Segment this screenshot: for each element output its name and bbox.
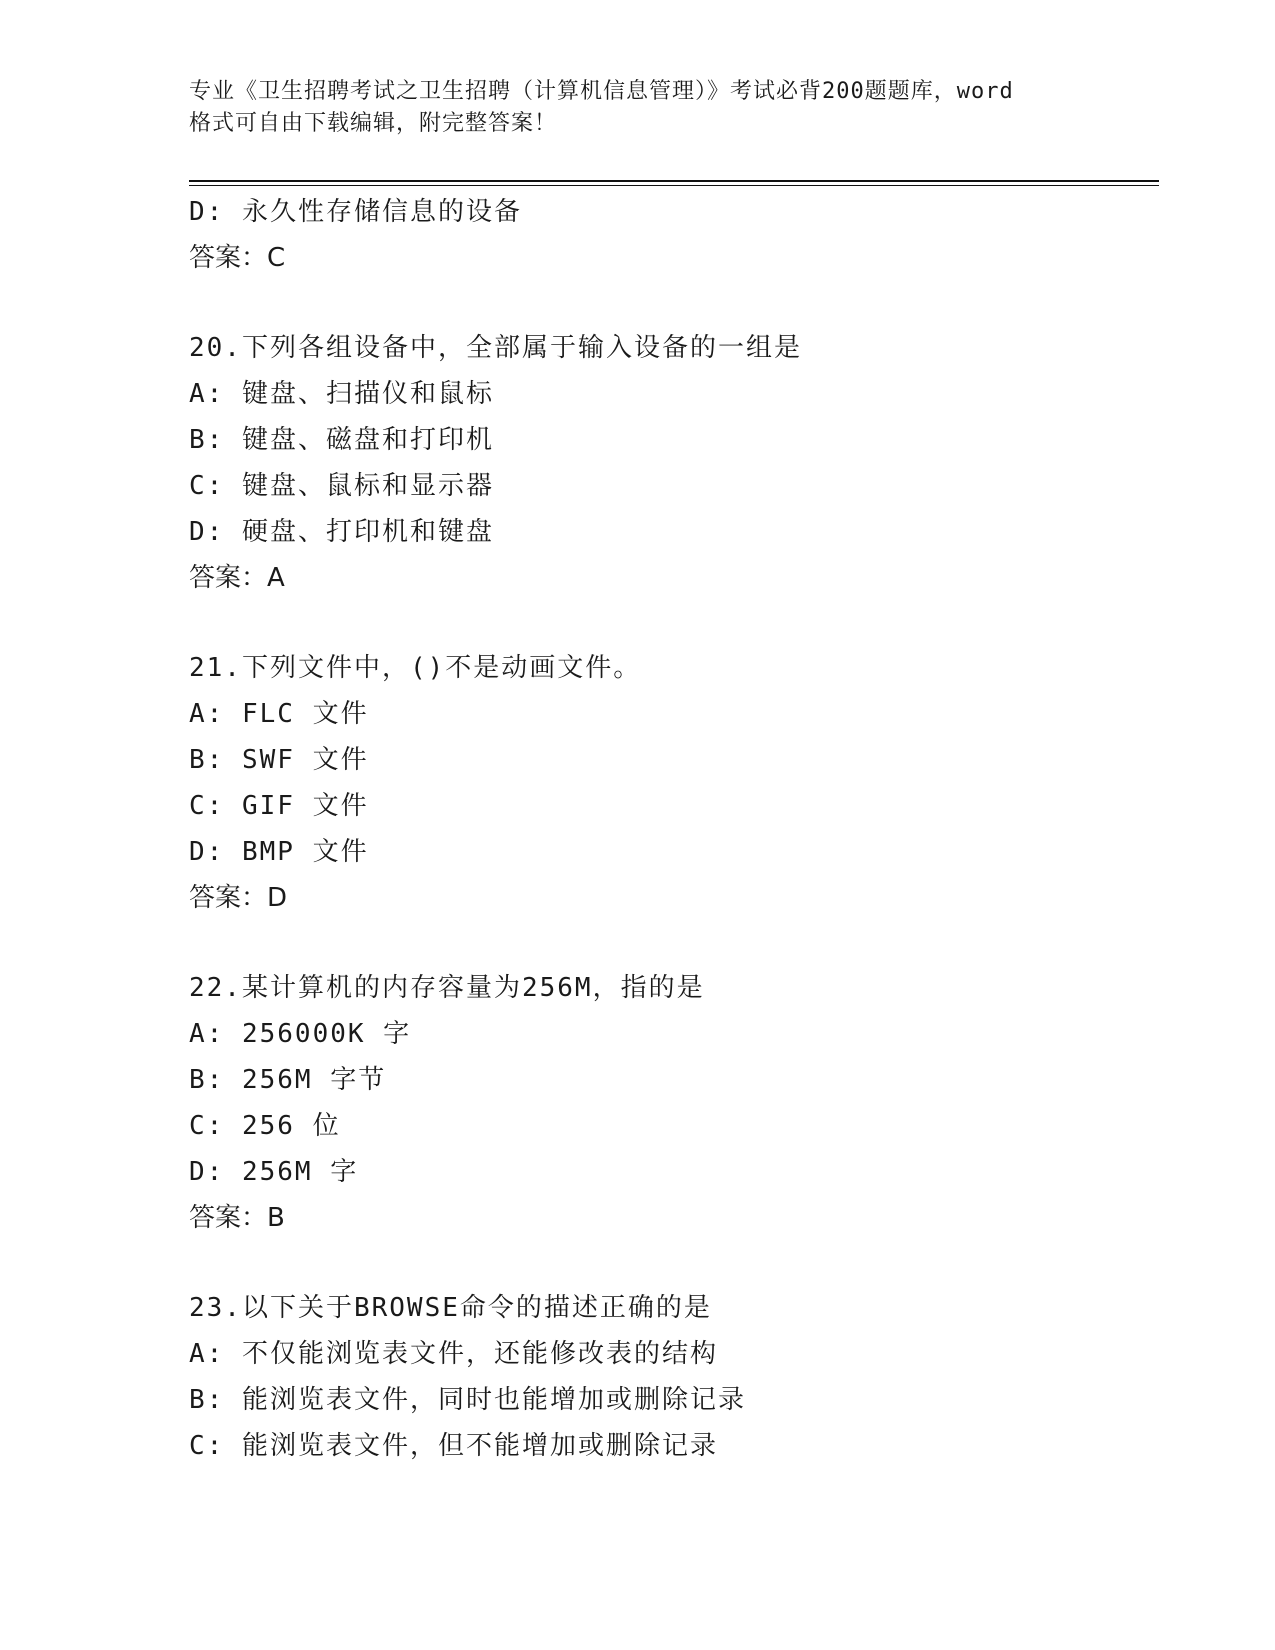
answer: 答案：D (189, 883, 288, 913)
question-stem: 23.以下关于BROWSE命令的描述正确的是 (189, 1293, 712, 1323)
answer: 答案：A (189, 563, 285, 593)
question-20 (189, 325, 1149, 601)
option-b: B: 256M 字节 (189, 1065, 387, 1095)
option-d: D: 256M 字 (189, 1157, 359, 1187)
prev-option-d: D: 永久性存储信息的设备 (189, 197, 522, 227)
option-c: C: 256 位 (189, 1111, 341, 1141)
question-stem: 21.下列文件中，()不是动画文件。 (189, 653, 642, 683)
header-title-line-1: 专业《卫生招聘考试之卫生招聘（计算机信息管理）》考试必背200题题库，word (189, 79, 1014, 104)
header-divider-thick (189, 180, 1159, 182)
option-c: C: 键盘、鼠标和显示器 (189, 471, 494, 501)
option-a: A: 256000K 字 (189, 1019, 412, 1049)
option-a: A: 键盘、扫描仪和鼠标 (189, 379, 494, 409)
option-b: B: SWF 文件 (189, 745, 369, 775)
question-stem: 20.下列各组设备中，全部属于输入设备的一组是 (189, 333, 802, 363)
option-a: A: 不仅能浏览表文件，还能修改表的结构 (189, 1339, 718, 1369)
option-c: C: 能浏览表文件，但不能增加或删除记录 (189, 1431, 718, 1461)
question-22 (189, 965, 1149, 1241)
question-23 (189, 1285, 1149, 1469)
question-list (189, 189, 1149, 1469)
option-b: B: 键盘、磁盘和打印机 (189, 425, 494, 455)
option-b: B: 能浏览表文件，同时也能增加或删除记录 (189, 1385, 746, 1415)
header-divider-thin (189, 185, 1159, 186)
option-d: D: 硬盘、打印机和键盘 (189, 517, 494, 547)
option-d: D: BMP 文件 (189, 837, 369, 867)
document-header (189, 76, 1109, 140)
answer: 答案：B (189, 1203, 285, 1233)
question-stem: 22.某计算机的内存容量为256M，指的是 (189, 973, 705, 1003)
option-a: A: FLC 文件 (189, 699, 369, 729)
prev-answer: 答案：C (189, 243, 286, 273)
option-c: C: GIF 文件 (189, 791, 369, 821)
header-title-line-2: 格式可自由下载编辑，附完整答案！ (189, 111, 558, 136)
question-21 (189, 645, 1149, 921)
